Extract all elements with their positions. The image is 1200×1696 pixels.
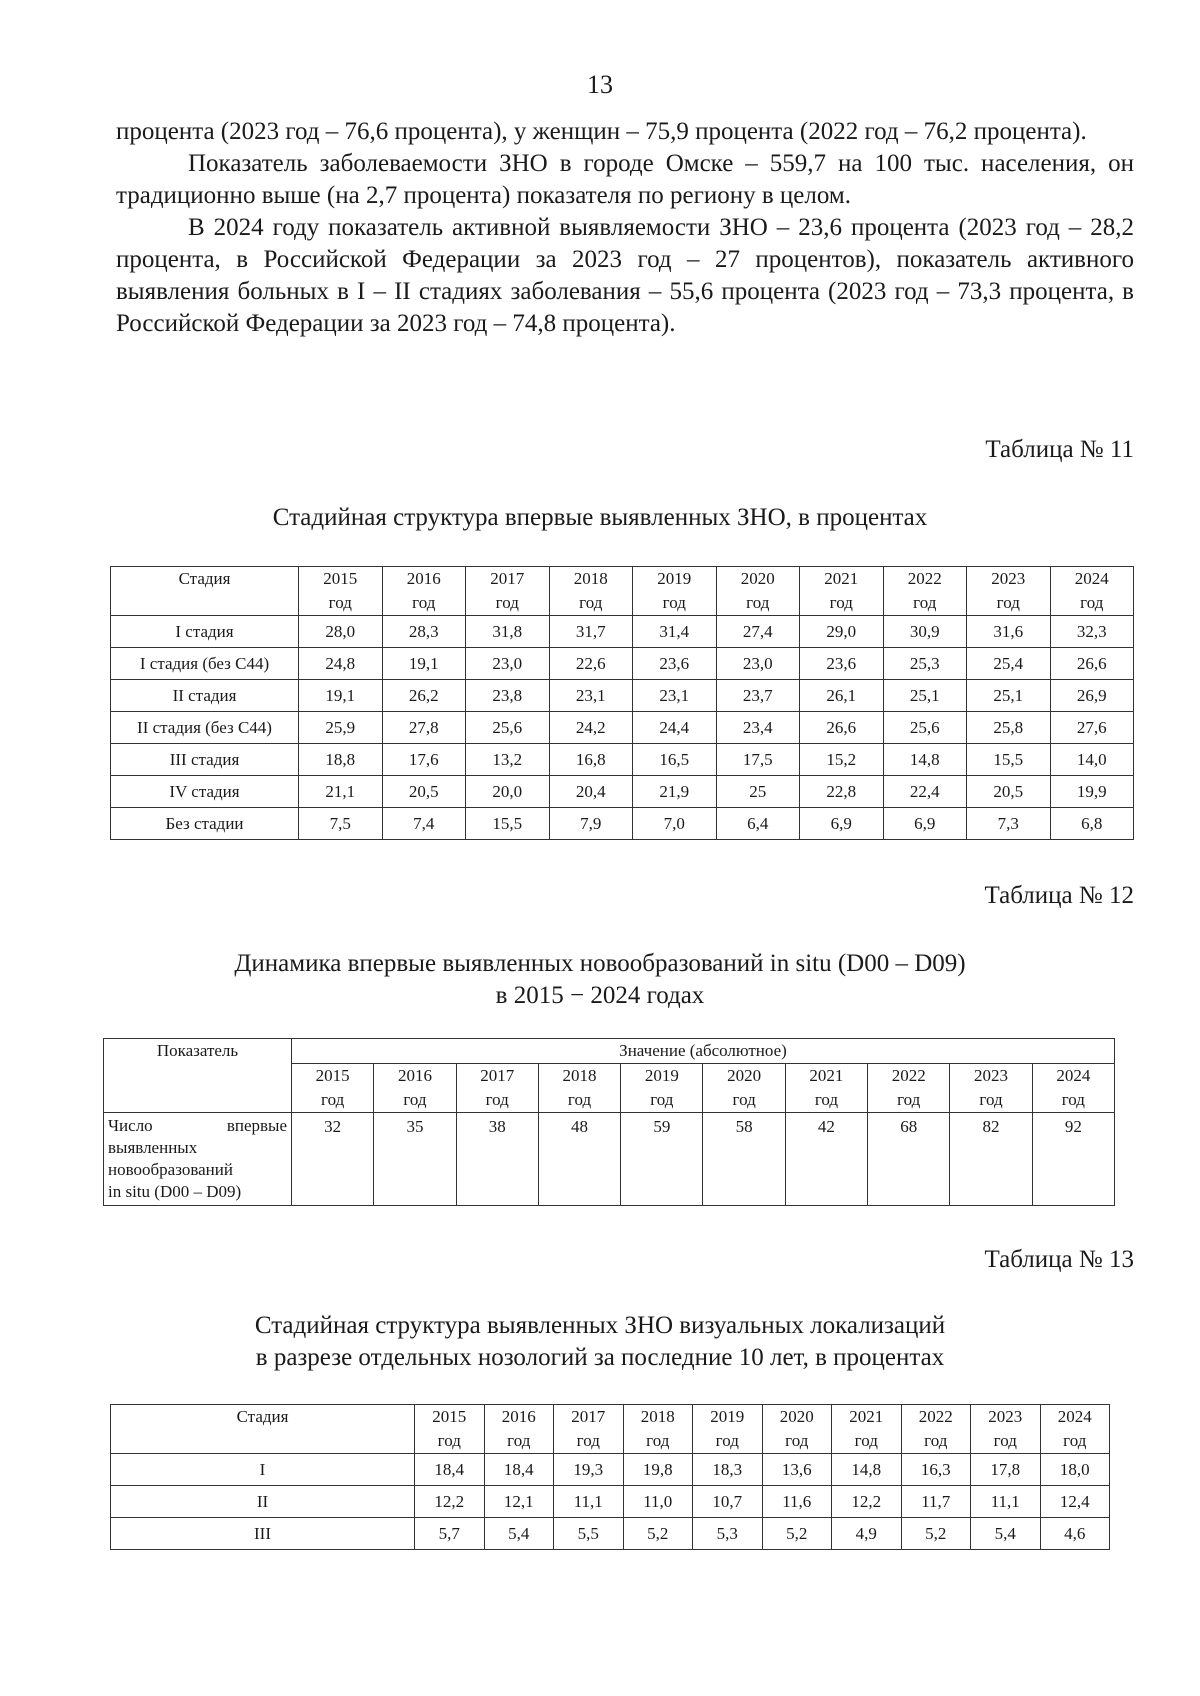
table-13-header-year (415, 1405, 485, 1454)
cell-value: 16,5 (633, 744, 717, 776)
cell-value: 5,2 (623, 1518, 693, 1550)
year-unit: год (829, 593, 853, 612)
year-value: 2020 (779, 1407, 814, 1426)
cell-value: 16,8 (549, 744, 633, 776)
table-11-header-year (883, 567, 967, 616)
cell-value: 31,8 (466, 616, 550, 648)
year-value: 2024 (1056, 1066, 1091, 1085)
paragraph-3: В 2024 году показатель активной выявляемости ЗНО – 23,6 процента (2023 год – 28,2 процента, в Российской Федерации за 2023 год – 27 процентов), показатель активного выявления больных в I – II стадиях заболевания – 55,6 процента (2023 год – 73,3 процента, в Российской Федерации за 2023 год – 74,8 процента). (116, 214, 1134, 337)
year-unit: год (437, 1431, 461, 1450)
table-13-header-year (484, 1405, 554, 1454)
cell-value: 13,6 (762, 1454, 832, 1486)
table-12-header-row-1 (104, 1039, 1115, 1064)
table-row (111, 648, 1134, 680)
cell-value: 18,4 (484, 1454, 554, 1486)
row-stage-name: I стадия (без С44) (111, 648, 299, 680)
cell-value: 7,4 (382, 808, 466, 840)
year-unit: год (412, 593, 436, 612)
year-value: 2023 (974, 1066, 1009, 1085)
page-number: 13 (587, 70, 613, 99)
year-unit: год (1061, 1090, 1085, 1109)
year-value: 2019 (710, 1407, 745, 1426)
year-unit: год (1080, 593, 1104, 612)
year-value: 2016 (406, 569, 441, 588)
cell-value: 17,8 (971, 1454, 1041, 1486)
cell-value: 23,6 (800, 648, 884, 680)
year-unit: год (567, 1090, 592, 1109)
cell-value: 25,3 (883, 648, 967, 680)
year-unit: год (321, 1090, 345, 1109)
year-value: 2019 (657, 569, 692, 588)
cell-value: 21,9 (633, 776, 717, 808)
cell-value: 6,9 (883, 808, 967, 840)
cell-value: 23,0 (466, 648, 550, 680)
year-value: 2019 (644, 1066, 679, 1085)
cell-value: 24,2 (549, 712, 633, 744)
cell-value: 17,5 (716, 744, 800, 776)
paragraph-2: Показатель заболеваемости ЗНО в городе Омске – 559,7 на 100 тыс. населения, он традиционно выше (на 2,7 процента) показателя по региону в целом. (116, 150, 1134, 209)
cell-value: 20,5 (967, 776, 1051, 808)
table-row (111, 776, 1134, 808)
year-value: 2018 (562, 1066, 597, 1085)
year-value: 2020 (740, 569, 775, 588)
cell-value: 31,4 (633, 616, 717, 648)
year-unit: год (979, 1090, 1003, 1109)
year-value: 2023 (991, 569, 1026, 588)
year-value: 2022 (907, 569, 942, 588)
cell-value: 18,0 (1040, 1454, 1110, 1486)
table-13-label: Таблица № 13 (984, 1246, 1134, 1273)
cell-value: 19,1 (299, 680, 383, 712)
table-13-header-year (971, 1405, 1041, 1454)
table-11-header-year (549, 567, 633, 616)
row-stage-name: II стадия (без С44) (111, 712, 299, 744)
cell-value: 5,4 (484, 1518, 554, 1550)
cell-value: 23,8 (466, 680, 550, 712)
year-unit: год (650, 1090, 674, 1109)
table-13-header-year (1040, 1405, 1110, 1454)
cell-value: 21,1 (299, 776, 383, 808)
year-value: 2015 (432, 1407, 467, 1426)
table-11-header-year (1050, 567, 1134, 616)
cell-value: 68 (868, 1113, 950, 1206)
table-11-body (111, 616, 1134, 840)
cell-value: 23,1 (549, 680, 633, 712)
cell-value: 11,1 (554, 1486, 624, 1518)
year-unit: год (507, 1431, 531, 1450)
cell-value: 12,4 (1040, 1486, 1110, 1518)
cell-value: 14,8 (832, 1454, 902, 1486)
year-value: 2022 (918, 1407, 953, 1426)
cell-value: 6,8 (1050, 808, 1134, 840)
year-value: 2021 (824, 569, 859, 588)
cell-value: 6,9 (800, 808, 884, 840)
cell-value: 14,0 (1050, 744, 1134, 776)
year-unit: год (576, 1431, 600, 1450)
cell-value: 7,3 (967, 808, 1051, 840)
cell-value: 32,3 (1050, 616, 1134, 648)
row-stage-name: III (111, 1518, 415, 1550)
year-unit: год (996, 593, 1020, 612)
cell-value: 4,9 (832, 1518, 902, 1550)
cell-value: 26,6 (800, 712, 884, 744)
cell-value: 35 (374, 1113, 456, 1206)
row-name-line-4: in situ (D00 – D09) (108, 1182, 242, 1201)
cell-value: 22,8 (800, 776, 884, 808)
cell-value: 28,3 (382, 616, 466, 648)
table-12-header-year (456, 1064, 538, 1113)
table-11-header-year (967, 567, 1051, 616)
table-13-header-year (901, 1405, 971, 1454)
table-13-title-line-1: Стадийная структура выявленных ЗНО визуальных локализаций (254, 1312, 946, 1339)
cell-value: 30,9 (883, 616, 967, 648)
year-value: 2015 (323, 569, 358, 588)
cell-value: 26,6 (1050, 648, 1134, 680)
cell-value: 25 (716, 776, 800, 808)
year-unit: год (495, 593, 519, 612)
table-11-title-line: Стадийная структура впервые выявленных ЗНО, в процентах (272, 504, 928, 531)
row-stage-name: I (111, 1454, 415, 1486)
cell-value: 25,1 (883, 680, 967, 712)
year-value: 2024 (1057, 1407, 1092, 1426)
cell-value: 26,1 (800, 680, 884, 712)
cell-value: 28,0 (299, 616, 383, 648)
cell-value: 24,4 (633, 712, 717, 744)
table-13-header-row (111, 1405, 1110, 1454)
cell-value: 20,4 (549, 776, 633, 808)
cell-value: 13,2 (466, 744, 550, 776)
cell-value: 27,4 (716, 616, 800, 648)
table-13 (110, 1404, 1110, 1550)
table-13-title (0, 1310, 1200, 1374)
table-12 (103, 1038, 1115, 1206)
cell-value: 25,8 (967, 712, 1051, 744)
year-unit: год (715, 1431, 739, 1450)
table-11 (110, 566, 1134, 840)
table-row (111, 744, 1134, 776)
year-unit: год (732, 1090, 756, 1109)
year-value: 2016 (501, 1407, 536, 1426)
cell-value: 17,6 (382, 744, 466, 776)
year-unit: год (579, 593, 603, 612)
table-12-title (0, 948, 1200, 1012)
table-13-header-year (623, 1405, 693, 1454)
table-13-header-stage: Стадия (111, 1405, 415, 1454)
row-stage-name: Без стадии (111, 808, 299, 840)
cell-value: 19,3 (554, 1454, 624, 1486)
year-value: 2021 (809, 1066, 844, 1085)
table-12-header-year (374, 1064, 456, 1113)
year-unit: год (854, 1431, 878, 1450)
cell-value: 58 (703, 1113, 785, 1206)
table-11-header-year (633, 567, 717, 616)
cell-value: 23,0 (716, 648, 800, 680)
table-13-header-year (554, 1405, 624, 1454)
cell-value: 42 (785, 1113, 867, 1206)
table-13-header-year (693, 1405, 763, 1454)
table-12-header-indicator: Показатель (104, 1039, 292, 1113)
year-unit: год (403, 1090, 427, 1109)
year-value: 2018 (573, 569, 608, 588)
table-12-title-line-2: в 2015 − 2024 годах (495, 982, 705, 1009)
year-unit: год (814, 1090, 839, 1109)
year-unit: год (897, 1090, 921, 1109)
cell-value: 27,8 (382, 712, 466, 744)
year-value: 2016 (397, 1066, 432, 1085)
table-12-row-name (104, 1113, 292, 1206)
cell-value: 7,5 (299, 808, 383, 840)
cell-value: 5,2 (901, 1518, 971, 1550)
table-12-header-year (621, 1064, 703, 1113)
year-unit: год (785, 1431, 809, 1450)
table-row (111, 680, 1134, 712)
cell-value: 15,2 (800, 744, 884, 776)
table-11-label: Таблица № 11 (985, 436, 1134, 463)
year-unit: год (924, 1431, 948, 1450)
cell-value: 15,5 (466, 808, 550, 840)
table-11-header-stage: Стадия (111, 567, 299, 616)
year-value: 2018 (640, 1407, 675, 1426)
cell-value: 23,1 (633, 680, 717, 712)
table-row (111, 808, 1134, 840)
cell-value: 6,4 (716, 808, 800, 840)
table-11-header-row (111, 567, 1134, 616)
table-12-header-year (868, 1064, 950, 1113)
year-value: 2024 (1074, 569, 1109, 588)
cell-value: 15,5 (967, 744, 1051, 776)
year-unit: год (485, 1090, 509, 1109)
table-13-body (111, 1454, 1110, 1550)
table-12-header-year (292, 1064, 374, 1113)
cell-value: 25,6 (466, 712, 550, 744)
table-12-header-year (785, 1064, 867, 1113)
cell-value: 12,2 (832, 1486, 902, 1518)
row-name-line-1: Число впервые (108, 1116, 287, 1135)
cell-value: 12,2 (415, 1486, 485, 1518)
row-name-line-2: выявленных (108, 1138, 198, 1157)
year-unit: год (646, 1431, 670, 1450)
cell-value: 11,7 (901, 1486, 971, 1518)
cell-value: 20,5 (382, 776, 466, 808)
table-13-header-year (762, 1405, 832, 1454)
table-row (111, 712, 1134, 744)
cell-value: 10,7 (693, 1486, 763, 1518)
cell-value: 19,1 (382, 648, 466, 680)
cell-value: 18,4 (415, 1454, 485, 1486)
table-13-title-line-2: в разрезе отдельных нозологий за последние 10 лет, в процентах (255, 1344, 945, 1371)
cell-value: 59 (621, 1113, 703, 1206)
cell-value: 82 (950, 1113, 1032, 1206)
table-11-title (0, 502, 1200, 534)
year-value: 2017 (571, 1407, 606, 1426)
cell-value: 5,3 (693, 1518, 763, 1550)
row-stage-name: IV стадия (111, 776, 299, 808)
cell-value: 5,5 (554, 1518, 624, 1550)
cell-value: 24,8 (299, 648, 383, 680)
cell-value: 25,6 (883, 712, 967, 744)
cell-value: 18,8 (299, 744, 383, 776)
cell-value: 7,9 (549, 808, 633, 840)
table-row (111, 1486, 1110, 1518)
year-unit: год (1063, 1431, 1087, 1450)
year-value: 2020 (727, 1066, 762, 1085)
table-11-header-year (716, 567, 800, 616)
cell-value: 48 (538, 1113, 620, 1206)
cell-value: 26,2 (382, 680, 466, 712)
table-row (111, 616, 1134, 648)
row-stage-name: II (111, 1486, 415, 1518)
table-row (111, 1518, 1110, 1550)
table-12-header-year (538, 1064, 620, 1113)
year-value: 2017 (480, 1066, 515, 1085)
year-unit: год (662, 593, 686, 612)
table-12-header-year (950, 1064, 1032, 1113)
year-value: 2023 (988, 1407, 1023, 1426)
table-12-title-line-1: Динамика впервые выявленных новообразований in situ (D00 – D09) (234, 950, 966, 977)
year-value: 2015 (315, 1066, 350, 1085)
cell-value: 18,3 (693, 1454, 763, 1486)
cell-value: 7,0 (633, 808, 717, 840)
year-unit: год (328, 593, 352, 612)
cell-value: 11,1 (971, 1486, 1041, 1518)
table-12-header-year (1032, 1064, 1114, 1113)
year-value: 2022 (891, 1066, 926, 1085)
table-11-header-year (466, 567, 550, 616)
cell-value: 38 (456, 1113, 538, 1206)
cell-value: 32 (292, 1113, 374, 1206)
cell-value: 5,2 (762, 1518, 832, 1550)
row-stage-name: II стадия (111, 680, 299, 712)
cell-value: 31,7 (549, 616, 633, 648)
year-unit: год (913, 593, 937, 612)
year-unit: год (746, 593, 770, 612)
cell-value: 11,6 (762, 1486, 832, 1518)
table-12-header-group: Значение (абсолютное) (292, 1039, 1115, 1064)
cell-value: 22,4 (883, 776, 967, 808)
cell-value: 23,6 (633, 648, 717, 680)
cell-value: 25,9 (299, 712, 383, 744)
paragraph-1: процента (2023 год – 76,6 процента), у женщин – 75,9 процента (2022 год – 76,2 процента). (116, 118, 1087, 145)
cell-value: 31,6 (967, 616, 1051, 648)
cell-value: 26,9 (1050, 680, 1134, 712)
table-11-header-year (299, 567, 383, 616)
table-11-header-year (800, 567, 884, 616)
year-value: 2017 (490, 569, 525, 588)
cell-value: 11,0 (623, 1486, 693, 1518)
table-12-label: Таблица № 12 (984, 882, 1134, 909)
cell-value: 23,4 (716, 712, 800, 744)
row-stage-name: I стадия (111, 616, 299, 648)
cell-value: 22,6 (549, 648, 633, 680)
cell-value: 19,9 (1050, 776, 1134, 808)
cell-value: 12,1 (484, 1486, 554, 1518)
cell-value: 23,7 (716, 680, 800, 712)
intro-text (116, 116, 1134, 340)
cell-value: 4,6 (1040, 1518, 1110, 1550)
row-stage-name: III стадия (111, 744, 299, 776)
cell-value: 27,6 (1050, 712, 1134, 744)
row-name-line-3: новообразований (108, 1160, 233, 1179)
cell-value: 29,0 (800, 616, 884, 648)
table-12-header-year (703, 1064, 785, 1113)
table-13-header-year (832, 1405, 902, 1454)
table-row (104, 1113, 1115, 1206)
cell-value: 92 (1032, 1113, 1114, 1206)
year-unit: год (993, 1431, 1017, 1450)
cell-value: 14,8 (883, 744, 967, 776)
table-row (111, 1454, 1110, 1486)
cell-value: 16,3 (901, 1454, 971, 1486)
cell-value: 19,8 (623, 1454, 693, 1486)
cell-value: 25,4 (967, 648, 1051, 680)
cell-value: 20,0 (466, 776, 550, 808)
cell-value: 5,4 (971, 1518, 1041, 1550)
cell-value: 25,1 (967, 680, 1051, 712)
table-11-header-year (382, 567, 466, 616)
year-value: 2021 (849, 1407, 884, 1426)
cell-value: 5,7 (415, 1518, 485, 1550)
